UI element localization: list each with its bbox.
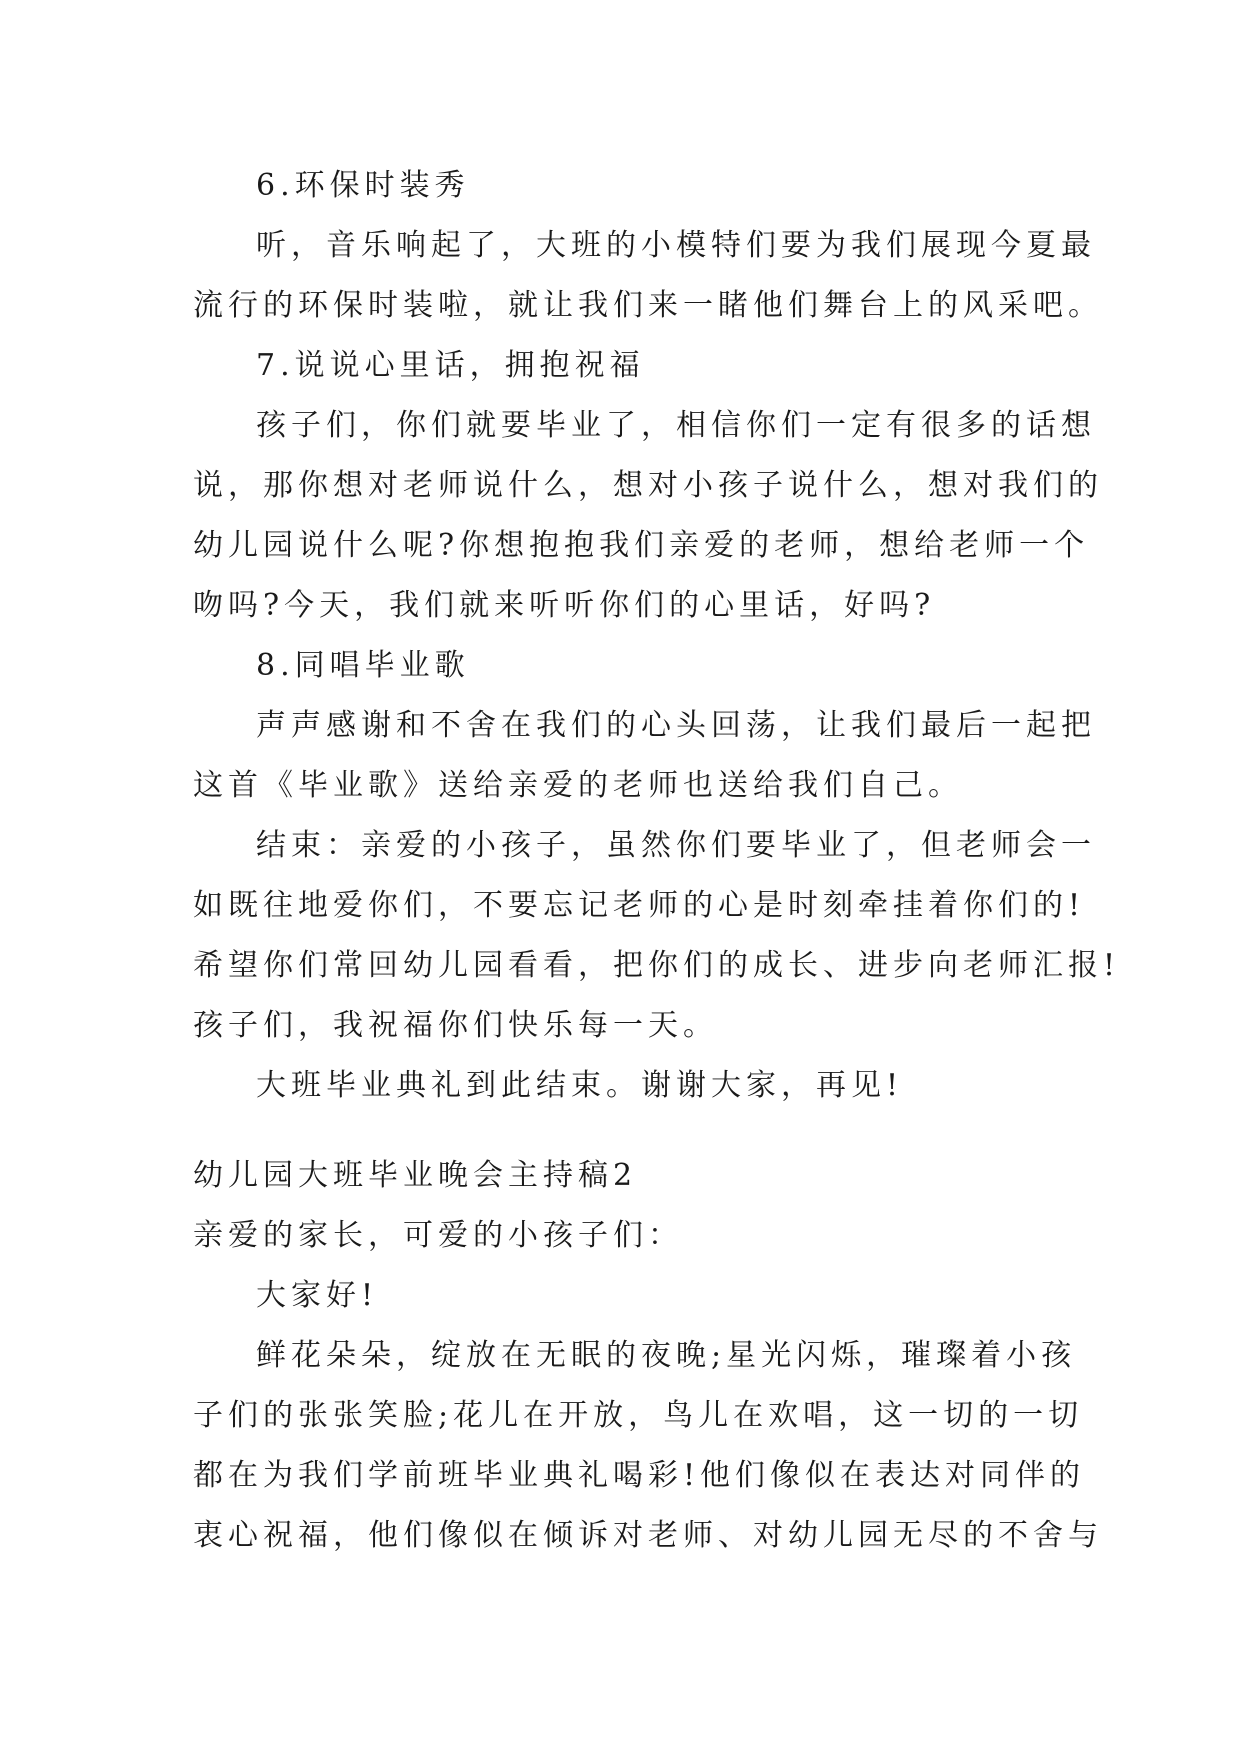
paragraph-line: 衷心祝福，他们像似在倾诉对老师、对幼儿园无尽的不舍与 <box>193 1518 1103 1553</box>
paragraph-line: 结束：亲爱的小孩子，虽然你们要毕业了，但老师会一 <box>256 828 1096 863</box>
paragraph-line: 鲜花朵朵，绽放在无眠的夜晚;星光闪烁，璀璨着小孩 <box>256 1338 1077 1373</box>
document-title: 幼儿园大班毕业晚会主持稿2 <box>193 1158 638 1193</box>
paragraph-line: 希望你们常回幼儿园看看，把你们的成长、进步向老师汇报! <box>193 948 1121 983</box>
paragraph-line: 孩子们，我祝福你们快乐每一天。 <box>193 1008 718 1043</box>
paragraph-line: 孩子们，你们就要毕业了，相信你们一定有很多的话想 <box>256 408 1096 443</box>
paragraph-line: 幼儿园说什么呢?你想抱抱我们亲爱的老师，想给老师一个 <box>193 528 1090 563</box>
paragraph-line: 听，音乐响起了，大班的小模特们要为我们展现今夏最 <box>256 228 1096 263</box>
paragraph-line: 如既往地爱你们，不要忘记老师的心是时刻牵挂着你们的! <box>193 888 1086 923</box>
paragraph-line: 声声感谢和不舍在我们的心头回荡，让我们最后一起把 <box>256 708 1096 743</box>
section-heading-7: 7.说说心里话，拥抱祝福 <box>256 348 645 383</box>
salutation-line: 亲爱的家长，可爱的小孩子们： <box>193 1218 683 1253</box>
paragraph-line: 吻吗?今天，我们就来听听你们的心里话，好吗? <box>193 588 936 623</box>
paragraph-line: 说，那你想对老师说什么，想对小孩子说什么，想对我们的 <box>193 468 1103 503</box>
paragraph-line: 这首《毕业歌》送给亲爱的老师也送给我们自己。 <box>193 768 963 803</box>
section-heading-6: 6.环保时装秀 <box>256 168 470 203</box>
paragraph-line: 流行的环保时装啦，就让我们来一睹他们舞台上的风采吧。 <box>193 288 1103 323</box>
paragraph-line: 大班毕业典礼到此结束。谢谢大家，再见! <box>256 1068 904 1103</box>
greeting-line: 大家好! <box>256 1278 379 1313</box>
paragraph-line: 都在为我们学前班毕业典礼喝彩!他们像似在表达对同伴的 <box>193 1458 1086 1493</box>
paragraph-line: 子们的张张笑脸;花儿在开放，鸟儿在欢唱，这一切的一切 <box>193 1398 1084 1433</box>
section-heading-8: 8.同唱毕业歌 <box>256 648 470 683</box>
